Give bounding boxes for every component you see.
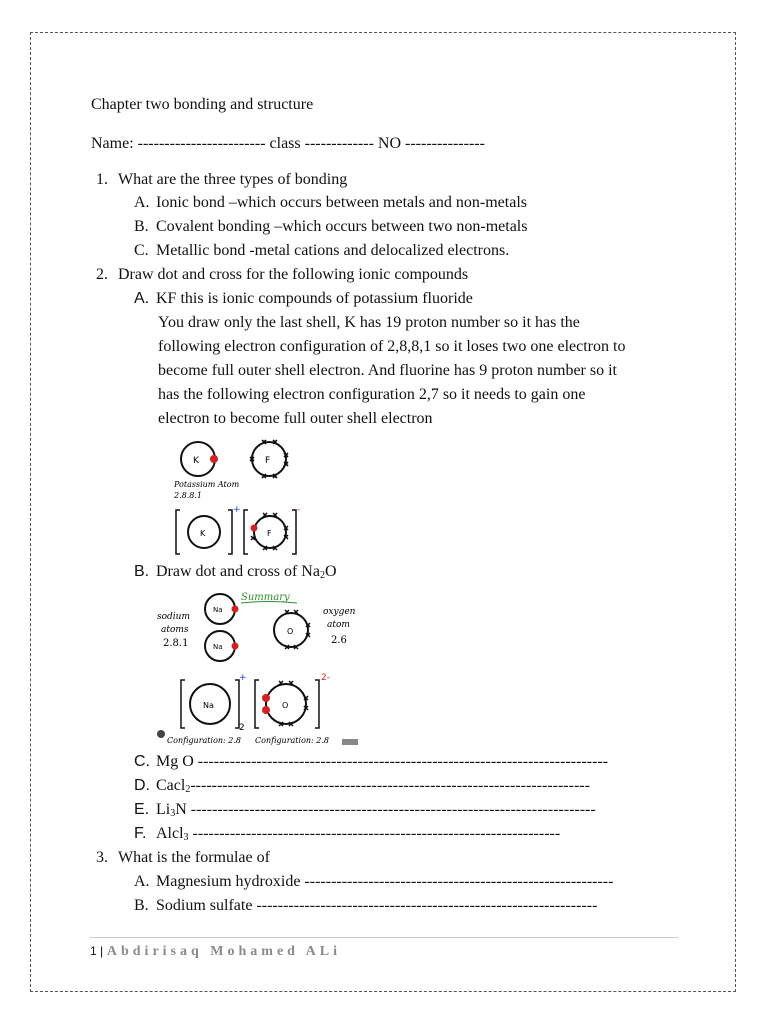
sodium-symbol-1: Na — [213, 606, 223, 614]
oxide-negative-charge: 2- — [321, 673, 330, 683]
subscript: 3 — [183, 832, 189, 843]
page-number: 1 | — [90, 944, 104, 958]
question-text: What is the formulae of — [118, 849, 270, 866]
option-text: Li — [156, 801, 171, 818]
q2-option-a — [134, 289, 473, 309]
fluorine-symbol: F — [265, 456, 271, 466]
option-text: Mg O ----------------------------------------------------------------------------- — [156, 753, 609, 770]
option-letter: C. — [134, 753, 150, 770]
positive-charge: + — [233, 505, 241, 515]
atoms-label: atoms — [161, 625, 189, 635]
option-text: Sodium sulfate ---------------------------------------------------------------- — [156, 897, 598, 914]
small-round-icon — [157, 730, 165, 738]
author-name: Abdirisaq Mohamed ALi — [106, 944, 342, 959]
oxygen-symbol: O — [287, 627, 294, 636]
question-3 — [96, 848, 270, 868]
question-number: 3. — [96, 849, 108, 866]
potassium-symbol: K — [193, 456, 199, 466]
subscript: 2 — [185, 784, 191, 795]
q1-option-b — [134, 217, 527, 237]
footer-rule — [90, 937, 678, 938]
option-text: Covalent bonding –which occurs between two non-metals — [156, 218, 528, 235]
negative-charge: - — [297, 505, 301, 515]
q2-option-c — [134, 752, 608, 772]
option-text: Cacl — [156, 777, 186, 794]
option-letter: A. — [134, 873, 150, 890]
q1-option-a — [134, 193, 527, 213]
sodium-ion-count: 2 — [239, 723, 245, 733]
page-title: Chapter two bonding and structure — [91, 96, 314, 113]
option-letter: D. — [134, 777, 150, 794]
oxide-ion-configuration: Configuration: 2.8 — [255, 736, 329, 745]
q2-option-f — [134, 824, 560, 848]
option-text: KF this is ionic compounds of potassium fluoride — [156, 290, 473, 307]
answer-blank: --------------------------------------------------------------------------- — [190, 777, 590, 794]
sodium-electron-dot-2 — [232, 643, 239, 650]
question-1 — [96, 170, 347, 190]
q3-option-a — [134, 872, 613, 892]
option-text: Magnesium hydroxide ---------------------------------------------------------- — [156, 873, 614, 890]
oxygen-label: oxygen — [323, 607, 356, 617]
oxide-gained-electron-dot-1 — [262, 694, 270, 702]
q2a-paragraph-line: You draw only the last shell, K has 19 proton number so it has the — [158, 314, 580, 331]
option-letter: B. — [134, 218, 149, 235]
option-letter: B. — [134, 897, 149, 914]
question-number: 2. — [96, 266, 108, 283]
question-text: Draw dot and cross for the following ionic compounds — [118, 266, 469, 283]
oxygen-atom-label: atom — [327, 620, 350, 630]
question-text: What are the three types of bonding — [118, 171, 348, 188]
page-footer — [90, 942, 341, 961]
option-letter: C. — [134, 242, 149, 259]
option-letter: B. — [134, 563, 150, 580]
question-2 — [96, 265, 468, 285]
question-number: 1. — [96, 171, 108, 188]
option-text: Draw dot and cross of Na — [156, 563, 320, 580]
potassium-atom-caption: Potassium Atom — [174, 480, 240, 489]
sodium-positive-charge: + — [239, 673, 247, 683]
option-text: Ionic bond –which occurs between metals and non-metals — [156, 194, 527, 211]
option-letter: E. — [134, 801, 150, 818]
q2a-paragraph-line: following electron configuration of 2,8,8,1 so it loses two one electron to — [158, 338, 626, 355]
potassium-electron-dot — [210, 455, 218, 463]
subscript: 2 — [319, 570, 325, 581]
sodium-label: sodium — [157, 612, 191, 622]
kf-dot-cross-diagram — [158, 432, 314, 558]
video-watermark-badge — [342, 739, 358, 745]
transferred-electron-dot — [251, 525, 258, 532]
na2o-dot-cross-diagram — [155, 588, 361, 748]
q2a-paragraph-line: become full outer shell electron. And fluorine has 9 proton number so it — [158, 362, 617, 379]
option-letter: F. — [134, 825, 147, 842]
potassium-configuration-caption: 2.8.8.1 — [174, 491, 202, 500]
option-letter: A. — [134, 290, 150, 307]
q1-option-c — [134, 241, 509, 261]
q2-option-b — [134, 562, 337, 586]
sodium-electron-dot-1 — [232, 606, 239, 613]
oxygen-configuration: 2.6 — [331, 635, 347, 646]
option-text: O — [324, 563, 337, 580]
sodium-ion-configuration: Configuration: 2.8 — [167, 736, 241, 745]
answer-blank: --------------------------------------------------------------------- — [188, 825, 561, 842]
q3-option-b — [134, 896, 597, 916]
sodium-configuration: 2.8.1 — [163, 638, 189, 649]
oxide-ion-symbol: O — [282, 701, 289, 710]
option-letter: A. — [134, 194, 150, 211]
name-class-no-line: Name: ------------------------ class ------------- NO --------------- — [91, 135, 485, 152]
subscript: 3 — [170, 808, 176, 819]
fluoride-ion-symbol: F — [267, 529, 272, 538]
option-text: Alcl — [156, 825, 184, 842]
summary-heading: Summary — [241, 592, 290, 603]
q2-option-e — [134, 800, 596, 824]
q2a-paragraph-line: electron to become full outer shell electron — [158, 410, 433, 427]
sodium-ion-symbol: Na — [203, 701, 214, 710]
sodium-symbol-2: Na — [213, 643, 223, 651]
answer-blank: N ---------------------------------------------------------------------------- — [175, 801, 596, 818]
potassium-ion-symbol: K — [200, 529, 206, 538]
oxide-gained-electron-dot-2 — [262, 706, 270, 714]
option-text: Metallic bond -metal cations and delocalized electrons. — [156, 242, 510, 259]
q2a-paragraph-line: has the following electron configuration 2,7 so it needs to gain one — [158, 386, 586, 403]
q2-option-d — [134, 776, 590, 800]
